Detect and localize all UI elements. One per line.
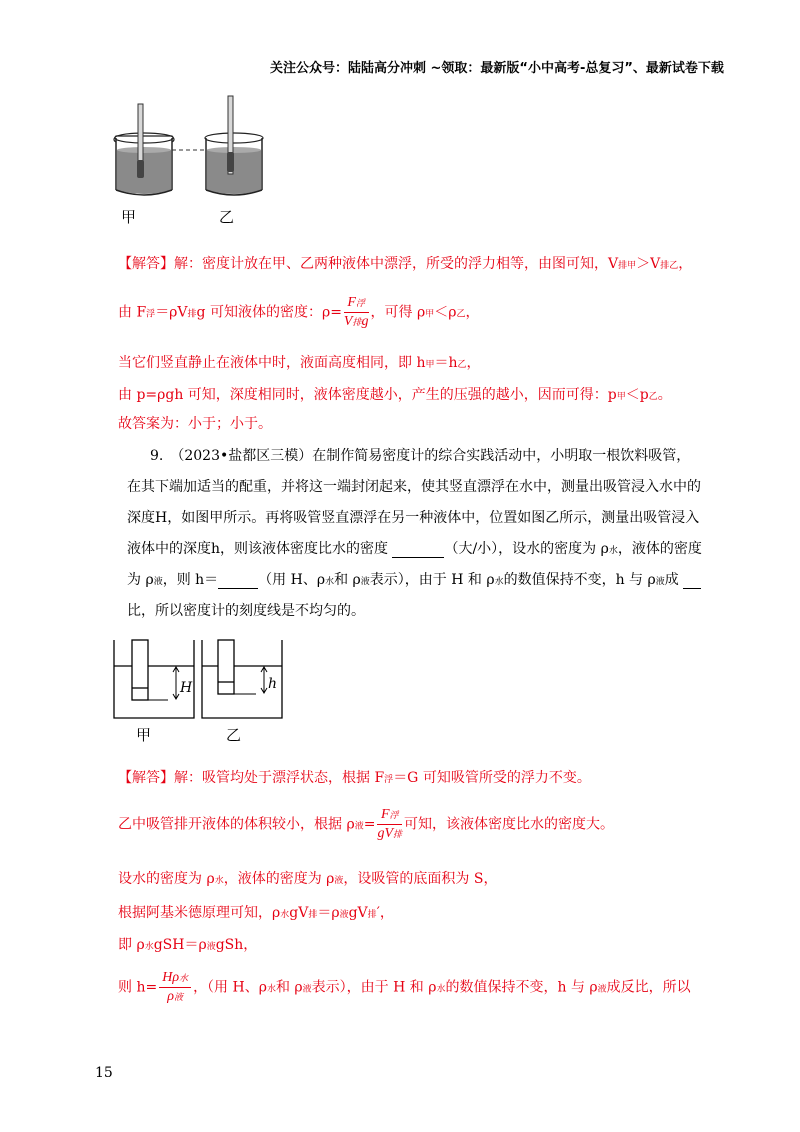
page-number: 15: [95, 1065, 113, 1081]
answer1-line2: 由 F浮＝ρV排g 可知液体的密度：ρ= $\frac{\text{F浮}}{\text{V排g}}$ ，可得 ρ甲＜ρ乙，: [118, 295, 480, 329]
question9-line2: 在其下端加适当的配重，并将这一端封闭起来，使其竖直漂浮在水中，测量出吸管浸入水中的: [127, 479, 701, 495]
page-header: 关注公众号：陆陆高分冲刺 ~领取：最新版“小中高考-总复习”、最新试卷下载: [270, 61, 724, 76]
answer1-line1: 【解答】解：密度计放在甲、乙两种液体中漂浮，所受的浮力相等，由图可知，V排甲＞V排乙，: [118, 256, 693, 272]
question9-line4: 液体中的深度h，则该液体密度比水的密度 （大/小），设水的密度为 ρ水，液体的密度: [127, 541, 702, 557]
answer2-line5: 即 ρ水gSH＝ρ液gSh，: [118, 937, 258, 953]
density-fraction: $\frac{\text{F浮}}{\text{V排g}}$: [343, 295, 369, 329]
question9-line5: 为 ρ液，则 h＝ （用 H、ρ水和 ρ液表示），由于 H 和 ρ水的数值保持不变，h 与 ρ液成: [127, 569, 701, 589]
answer1-line3: 当它们竖直静止在液体中时，液面高度相同，即 h甲＝h乙，: [118, 355, 481, 371]
answer-tag: 【解答】: [118, 770, 174, 786]
answer2-line2: 乙中吸管排开液体的体积较小，根据 ρ液= $\frac{\text{F浮}}{\text{gV排}}$ 可知，该液体密度比水的密度大。: [118, 807, 615, 841]
beaker-jia: [114, 104, 174, 195]
answer2-line1: 【解答】解：吸管均处于漂浮状态，根据 F浮＝G 可知吸管所受的浮力不变。: [118, 770, 591, 786]
answer-blank-3[interactable]: [683, 572, 701, 589]
container-jia: [114, 640, 194, 718]
figure1-label-jia: 甲: [121, 208, 137, 226]
answer2-line3: 设水的密度为 ρ水，液体的密度为 ρ液，设吸管的底面积为 S，: [118, 871, 498, 887]
question9-line1: 9. （2023•盐都区三模）在制作简易密度计的综合实践活动中，小明取一根饮料吸管，: [150, 448, 691, 464]
answer-blank-2[interactable]: [218, 572, 258, 589]
h-fraction: $\frac{\text{Hρ水}}{\text{ρ液}}$: [159, 970, 191, 1005]
answer2-line6: 则 h= $\frac{\text{Hρ水}}{\text{ρ液}}$ ，（用 H、ρ水和 ρ液表示），由于 H 和 ρ水的数值保持不变，h 与 ρ液成反比，所以: [118, 970, 691, 1004]
beaker-yi: [205, 96, 263, 195]
answer2-line4: 根据阿基米德原理可知，ρ水gV排＝ρ液gV排′，: [118, 905, 394, 921]
figure2-label-yi: 乙: [226, 726, 242, 744]
figure-straw-containers: [110, 636, 290, 736]
figure1-label-yi: 乙: [219, 208, 235, 226]
question9-line6: 比，所以密度计的刻度线是不均匀的。: [127, 603, 365, 619]
density-fraction: $\frac{\text{F浮}}{\text{gV排}}$: [377, 807, 403, 841]
figure2-label-jia: 甲: [136, 726, 152, 744]
answer1-line5: 故答案为：小于；小于。: [118, 416, 272, 432]
question9-line3: 深度H，如图甲所示。再将吸管竖直漂浮在另一种液体中，位置如图乙所示，测量出吸管浸入: [127, 510, 700, 526]
label-depth-H: H: [180, 680, 193, 696]
answer-tag: 【解答】: [118, 256, 174, 272]
answer-blank-1[interactable]: [392, 541, 444, 558]
label-depth-h: h: [268, 676, 278, 692]
answer1-line4: 由 p=ρgh 可知，深度相同时，液体密度越小，产生的压强的越小，因而可得：p甲＜p乙。: [118, 387, 672, 403]
